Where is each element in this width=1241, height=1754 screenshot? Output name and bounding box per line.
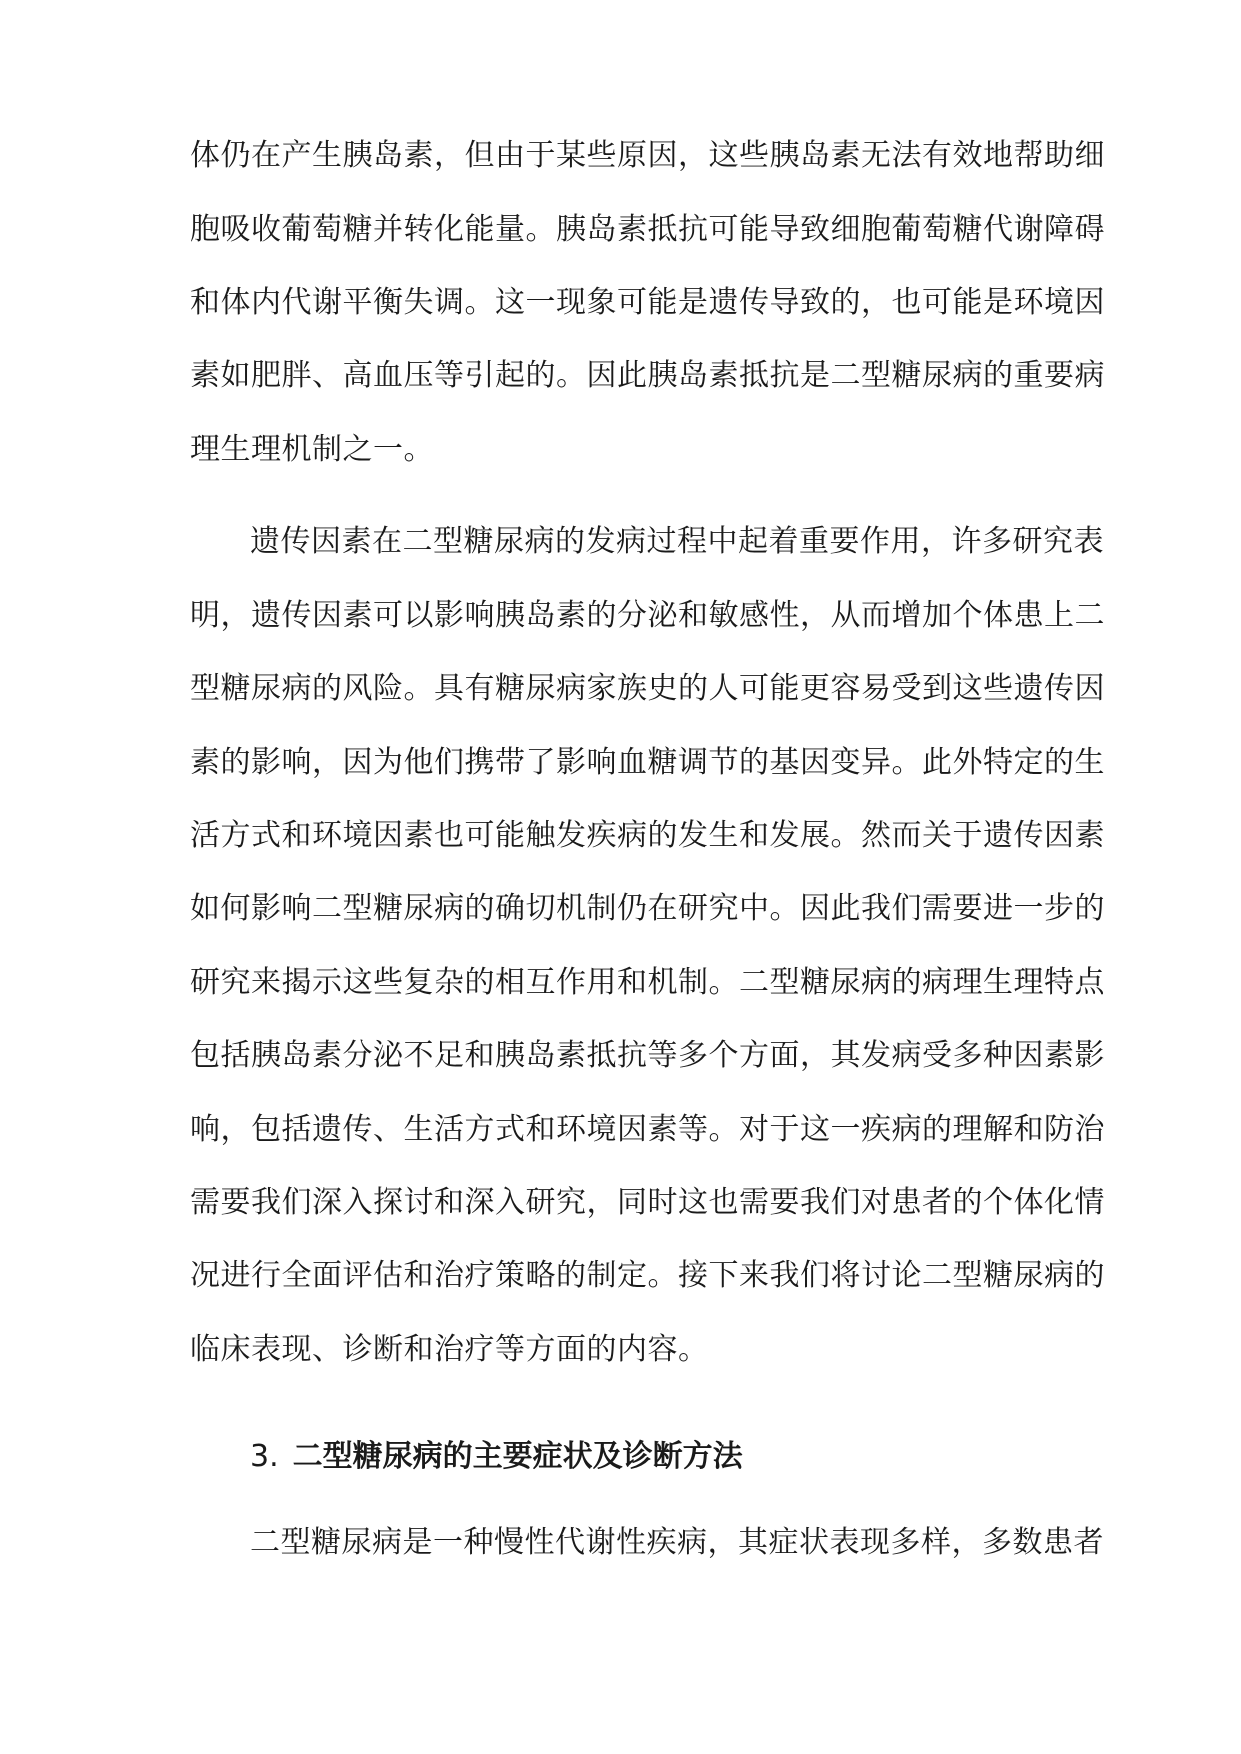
paragraph-2-line-8: 包括胰岛素分泌不足和胰岛素抵抗等多个方面，其发病受多种因素影 [190,1038,1105,1073]
paragraph-1-line-2: 胞吸收葡萄糖并转化能量。胰岛素抵抗可能导致细胞葡萄糖代谢障碍 [190,212,1105,247]
paragraph-2-line-2: 明，遗传因素可以影响胰岛素的分泌和敏感性，从而增加个体患上二 [190,598,1105,633]
paragraph-1-line-5: 理生理机制之一。 [190,432,434,467]
paragraph-2-line-7: 研究来揭示这些复杂的相互作用和机制。二型糖尿病的病理生理特点 [190,965,1105,1000]
paragraph-2-line-5: 活方式和环境因素也可能触发疾病的发生和发展。然而关于遗传因素 [190,818,1105,853]
paragraph-2-line-1: 遗传因素在二型糖尿病的发病过程中起着重要作用，许多研究表 [250,524,1104,559]
section-3-number: 3. [250,1439,279,1474]
paragraph-2-line-10: 需要我们深入探讨和深入研究，同时这也需要我们对患者的个体化情 [190,1185,1105,1220]
paragraph-2-line-9: 响，包括遗传、生活方式和环境因素等。对于这一疾病的理解和防治 [190,1112,1105,1147]
paragraph-2-line-12: 临床表现、诊断和治疗等方面的内容。 [190,1332,709,1367]
paragraph-1-line-3: 和体内代谢平衡失调。这一现象可能是遗传导致的，也可能是环境因 [190,285,1105,320]
section-3-title: 二型糖尿病的主要症状及诊断方法 [292,1439,743,1474]
paragraph-2-line-11: 况进行全面评估和治疗策略的制定。接下来我们将讨论二型糖尿病的 [190,1258,1105,1293]
paragraph-2-line-4: 素的影响，因为他们携带了影响血糖调节的基因变异。此外特定的生 [190,745,1105,780]
paragraph-2-line-3: 型糖尿病的风险。具有糖尿病家族史的人可能更容易受到这些遗传因 [190,671,1105,706]
paragraph-3-line-1: 二型糖尿病是一种慢性代谢性疾病，其症状表现多样，多数患者 [250,1525,1104,1560]
paragraph-2-line-6: 如何影响二型糖尿病的确切机制仍在研究中。因此我们需要进一步的 [190,891,1105,926]
paragraph-1-line-1: 体仍在产生胰岛素，但由于某些原因，这些胰岛素无法有效地帮助细 [190,138,1105,173]
paragraph-1-line-4: 素如肥胖、高血压等引起的。因此胰岛素抵抗是二型糖尿病的重要病 [190,358,1105,393]
section-3-heading [250,1437,1050,1477]
